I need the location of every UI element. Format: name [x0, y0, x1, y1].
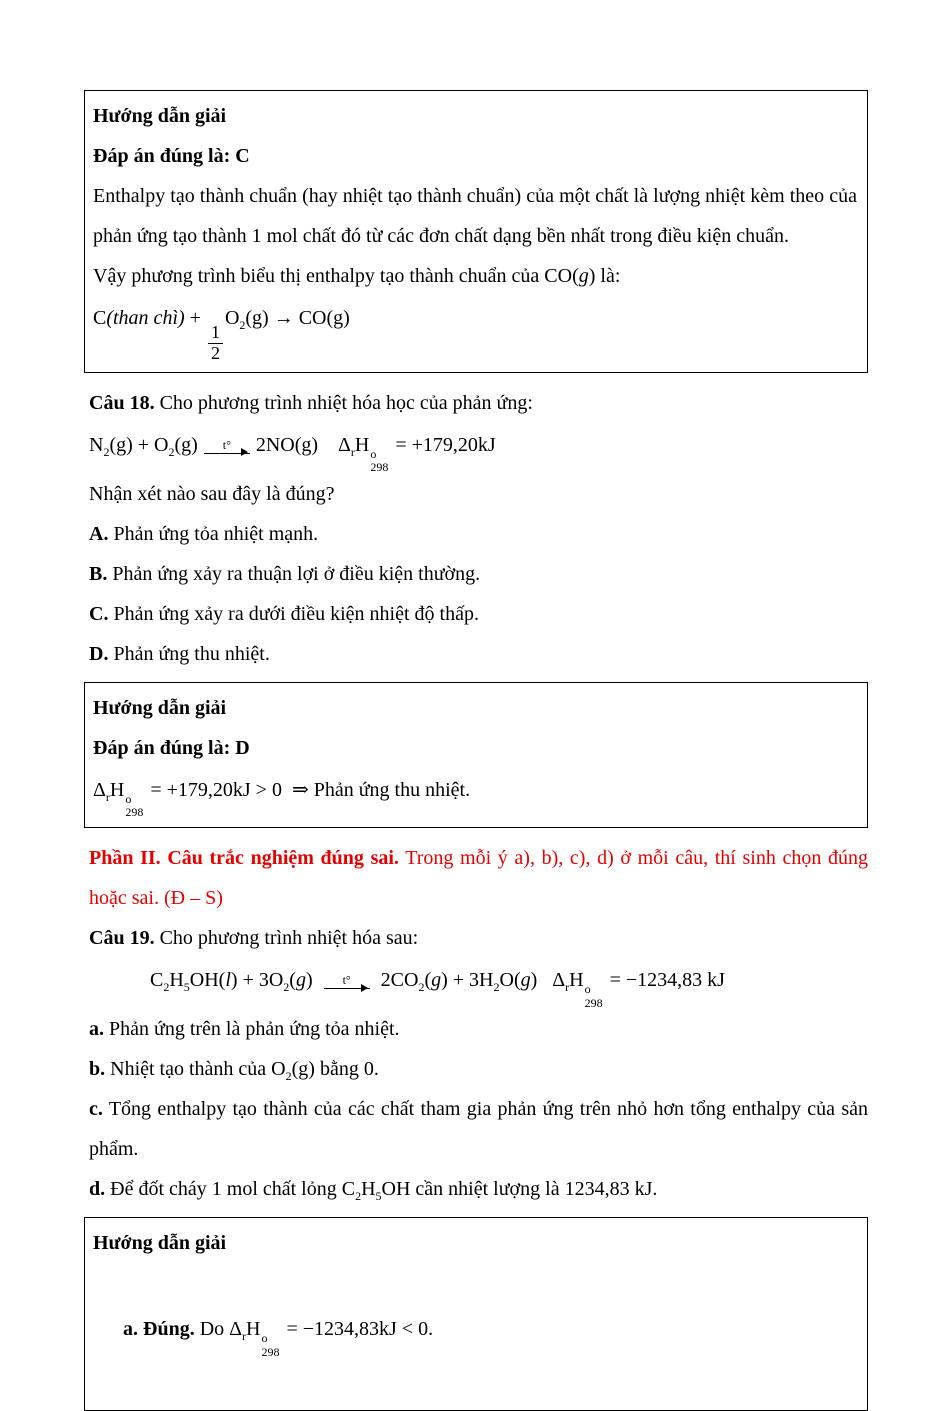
- statement-a-text: Phản ứng trên là phản ứng tỏa nhiệt.: [109, 1018, 400, 1041]
- statement-a-label: a.: [89, 1018, 104, 1041]
- q19-intro-text: Cho phương trình nhiệt hóa sau:: [159, 926, 419, 949]
- option-c-label: C.: [89, 602, 109, 625]
- part2-heading: [89, 838, 868, 918]
- statement-d-label: d.: [89, 1178, 106, 1201]
- option-a-text: Phản ứng tỏa nhiệt mạnh.: [113, 522, 319, 545]
- statement-c-text: Tổng enthalpy tạo thành của các chất tham gia phản ứng trên nhỏ hơn tổng enthalpy của sản phẩm.: [89, 1098, 869, 1161]
- part2-desc: Trong mỗi ý a), b), c), d) ở mỗi câu, thí sinh chọn đúng hoặc sai. (Đ – S): [89, 846, 869, 909]
- q18-option-a: [89, 514, 868, 554]
- q19-statement-d: [89, 1169, 868, 1209]
- q18-option-b: [89, 554, 868, 594]
- q19-equation: $C_2H_5OH(l) + 3O_2(g)$ t° $2CO_2(g) + 3H_2O(g)$ $\Delta_rH$ o 298 = −1234,83 kJ: [150, 968, 725, 1010]
- q17-formation-equation: C(than chì) + $\frac{1}{2}$ $O_2(g) \to CO(g)$: [93, 307, 350, 363]
- option-a-label: A.: [89, 522, 109, 545]
- q18-intro-text: Cho phương trình nhiệt hóa học của phản ứng:: [159, 391, 533, 414]
- statement-d-text: Để đốt cháy 1 mol chất lỏng $C_2H_5OH$ cần nhiệt lượng là 1234,83 kJ.: [110, 1178, 658, 1204]
- q19-statement-a: [89, 1009, 868, 1049]
- option-d-label: D.: [89, 642, 109, 665]
- solution-heading: Hướng dẫn giải: [93, 696, 227, 719]
- q17-explanation: Enthalpy tạo thành chuẩn (hay nhiệt tạo thành chuẩn) của một chất là lượng nhiệt kèm theo của phản ứng tạo thành 1 mol chất đó từ các đơn chất dạng bền nhất trong điều kiện chuẩn.: [93, 185, 857, 247]
- q18-conclusion: $\Delta_rH$ o 298 = +179,20kJ > 0 ⇒ Phản ứng thu nhiệt.: [93, 778, 471, 820]
- solution-box-q17: [84, 90, 868, 373]
- option-b-label: B.: [89, 562, 108, 585]
- part2-title: Phần II. Câu trắc nghiệm đúng sai.: [89, 846, 399, 869]
- correct-answer-q18: Đáp án đúng là: D: [93, 736, 250, 759]
- q18-option-c: [89, 594, 868, 634]
- option-b-text: Phản ứng xảy ra thuận lợi ở điều kiện thường.: [112, 562, 481, 585]
- q17-lead-in: Vậy phương trình biểu thị enthalpy tạo thành chuẩn của CO(g) là:: [93, 265, 621, 287]
- statement-a-verdict: a. Đúng.: [123, 1318, 195, 1341]
- statement-b-text: Nhiệt tạo thành của $O_2(g)$ bằng 0.: [110, 1058, 379, 1084]
- statement-a-reason: Do $\Delta_rH$ o 298 = −1234,83kJ < 0.: [194, 1318, 434, 1359]
- q18-intro: [89, 383, 868, 423]
- statement-c-label: c.: [89, 1098, 103, 1121]
- q19-solution-a: [93, 1263, 857, 1402]
- solution-box-q19: [84, 1217, 868, 1411]
- q18-option-d: [89, 634, 868, 674]
- q19-intro: [89, 918, 868, 958]
- correct-answer-q17: Đáp án đúng là: C: [93, 145, 250, 167]
- option-c-text: Phản ứng xảy ra dưới điều kiện nhiệt độ thấp.: [113, 602, 479, 625]
- solution-box-q18: [84, 682, 868, 828]
- q18-label: Câu 18.: [89, 391, 155, 414]
- q19-label: Câu 19.: [89, 926, 155, 949]
- solution-heading: Hướng dẫn giải: [93, 105, 227, 127]
- solution-heading: Hướng dẫn giải: [93, 1232, 227, 1255]
- q18-question: Nhận xét nào sau đây là đúng?: [89, 482, 335, 505]
- q19-statement-b: [89, 1049, 868, 1089]
- statement-b-label: b.: [89, 1058, 106, 1081]
- q19-statement-c: [89, 1089, 868, 1169]
- option-d-text: Phản ứng thu nhiệt.: [113, 642, 270, 665]
- q18-equation: $N_2(g) + O_2(g)$ t° 2NO(g) $\Delta_rH$ o 298 = +179,20kJ: [89, 433, 496, 475]
